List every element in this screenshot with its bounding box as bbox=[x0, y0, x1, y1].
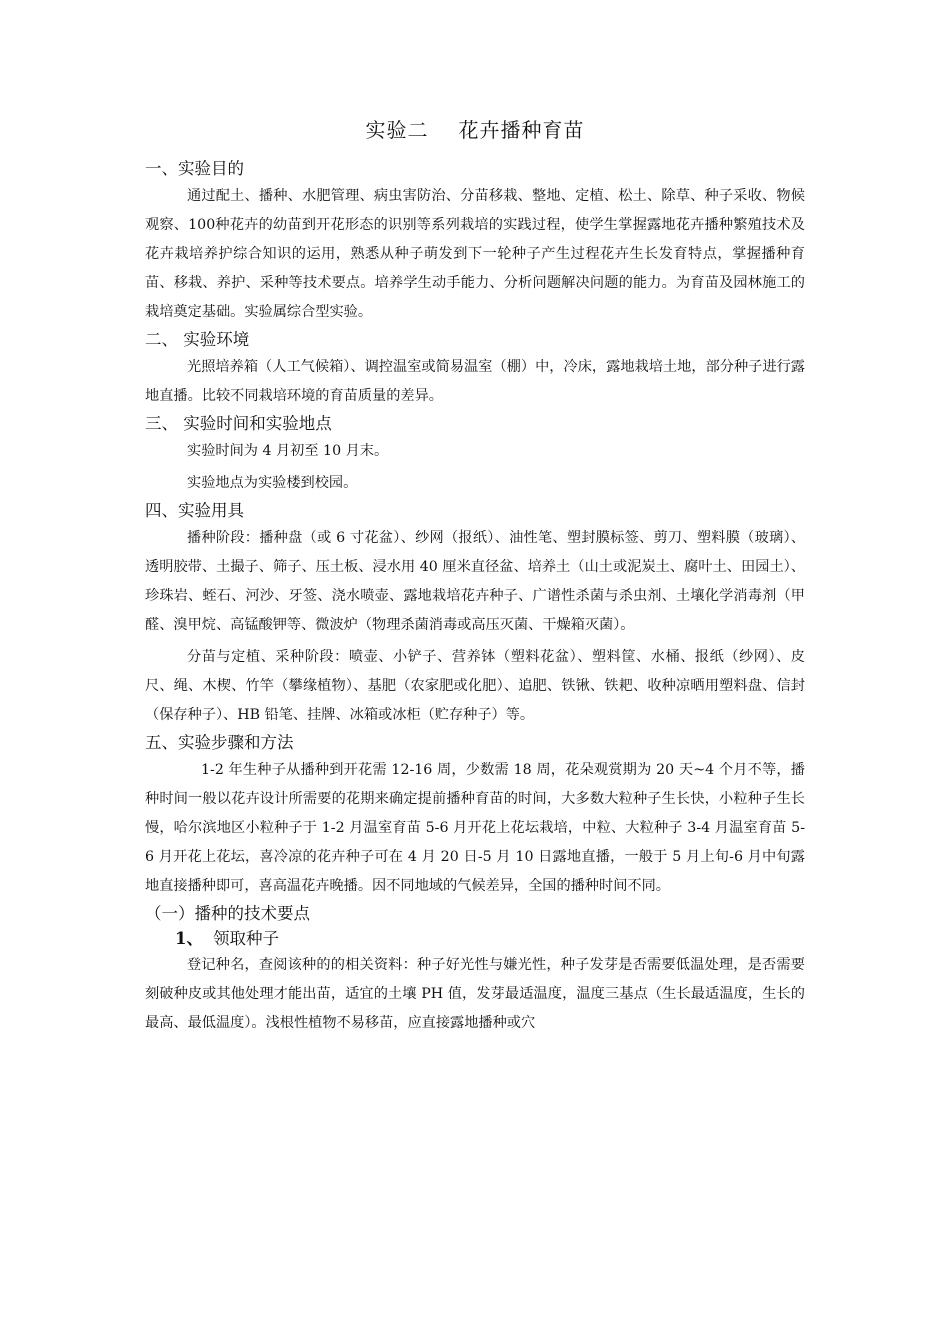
paragraph-tools-sowing: 播种阶段：播种盘（或 6 寸花盆）、纱网（报纸）、油性笔、塑封膜标签、剪刀、塑料膜（玻璃）、透明胶带、土撮子、筛子、压土板、浸水用 40 厘米直径盆、培养土（山土或泥炭土、腐叶土、田园土）、珍珠岩、蛭石、河沙、牙签、浇水喷壶、露地栽培花卉种子、广谱性杀菌与杀虫剂、土壤化学消毒剂（甲醛、溴甲烷、高锰酸钾等、微波炉（物理杀菌消毒或高压灭菌、干燥箱灭菌）。 bbox=[145, 530, 805, 633]
item-heading-receive-seeds bbox=[145, 927, 805, 951]
section-heading-methods: 五、实验步骤和方法 bbox=[145, 733, 294, 752]
paragraph-tools-transplant: 分苗与定植、采种阶段：喷壶、小铲子、营养钵（塑料花盆）、塑料筐、水桶、报纸（纱网）、皮尺、绳、木楔、竹竿（攀缘植物）、基肥（农家肥或化肥）、追肥、铁锹、铁耙、收种凉晒用塑料盘、信封（保存种子）、HB 铅笔、挂牌、冰箱或冰柜（贮存种子）等。 bbox=[145, 649, 805, 723]
paragraph-objective: 通过配土、播种、水肥管理、病虫害防治、分苗移栽、整地、定植、松土、除草、种子采收、物候观察、100种花卉的幼苗到开花形态的识别等系列栽培的实践过程，使学生掌握露地花卉播种繁殖技术及花卉栽培养护综合知识的运用，熟悉从种子萌发到下一轮种子产生过程花卉生长发育特点，掌握播种育苗、移栽、养护、采种等技术要点。培养学生动手能力、分析问题解决问题的能力。为育苗及园林施工的栽培奠定基础。实验属综合型实验。 bbox=[145, 188, 805, 320]
section-heading-tools: 四、实验用具 bbox=[145, 501, 244, 520]
section-heading-objective: 一、实验目的 bbox=[145, 159, 244, 178]
section-heading-environment: 二、 实验环境 bbox=[145, 330, 250, 349]
paragraph-place: 实验地点为实验楼到校园。 bbox=[187, 475, 358, 491]
subsection-heading-sowing-points: （一）播种的技术要点 bbox=[145, 904, 310, 923]
item-number: 1、 bbox=[175, 929, 203, 948]
paragraph-methods: 1-2 年生种子从播种到开花需 12-16 周，少数需 18 周，花朵观赏期为 20 天~4 个月不等，播种时间一般以花卉设计所需要的花期来确定提前播种育苗的时间，大多数大粒种子生长快，小粒种子生长慢，哈尔滨地区小粒种子于 1-2 月温室育苗 5-6 月开花上花坛栽培，中粒、大粒种子 3-4 月温室育苗 5-6 月开花上花坛，喜冷凉的花卉种子可在 4 月 20 日-5 月 10 日露地直播，一般于 5 月上旬-6 月中旬露地直接播种即可，喜高温花卉晚播。因不同地域的气候差异，全国的播种时间不同。 bbox=[145, 762, 805, 894]
document-body bbox=[145, 156, 805, 1038]
paragraph-receive-seeds: 登记种名，查阅该种的的相关资料：种子好光性与嫌光性，种子发芽是否需要低温处理，是否需要刻破种皮或其他处理才能出苗，适宜的土壤 PH 值，发芽最适温度，温度三基点（生长最适温度，生长的最高、最低温度）。浅根性植物不易移苗，应直接露地播种或穴 bbox=[145, 957, 805, 1031]
item-heading-text: 领取种子 bbox=[213, 929, 279, 948]
paragraph-time: 实验时间为 4 月初至 10 月末。 bbox=[187, 443, 389, 459]
title-part-1: 实验二 bbox=[365, 118, 429, 142]
section-heading-time-place: 三、 实验时间和实验地点 bbox=[145, 414, 332, 433]
paragraph-environment: 光照培养箱（人工气候箱）、调控温室或简易温室（棚）中，冷床，露地栽培土地，部分种子进行露地直播。比较不同栽培环境的育苗质量的差异。 bbox=[145, 359, 805, 404]
title-part-2: 花卉播种育苗 bbox=[458, 118, 585, 142]
page-title bbox=[0, 114, 950, 143]
